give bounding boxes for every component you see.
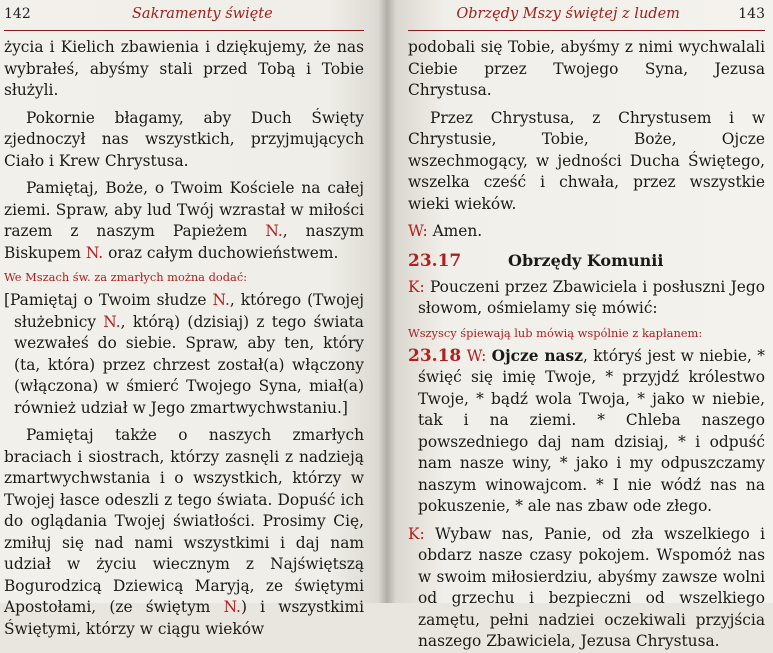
text-run: , naszym Biskupem [4,222,364,262]
right-page-number: 143 [738,6,765,22]
left-paragraph-3 [4,178,364,264]
our-father-paragraph [408,346,765,518]
text-run: Amen. [427,222,483,240]
name-placeholder: N. [223,598,241,616]
text-run: Pamiętaj, Boże, o Twoim Kościele na całej ziemi. Spraw, aby lud Twój wzrastał w miłości razem z naszym Papieżem [4,179,364,240]
right-paragraph-1: podobali się Tobie, abyśmy z nimi wychwalali Ciebie przez Twojego Syna, Jezusa Chrystusa. [408,38,765,99]
response-label: W: [466,346,487,365]
section-number: 23.17 [408,250,462,271]
right-running-title: Obrzędy Mszy świętej z ludem [456,6,680,22]
priest-label: K: [408,524,425,543]
left-paragraph-1: życia i Kielich zbawienia i dziękujemy, że nas wybrałeś, abyśmy stali przed Tobą i Tobie służyli. [4,38,364,99]
priest-invitation [408,277,765,320]
text-run: [Pamiętaj o Twoim słudze [4,291,213,309]
left-rubric: We Mszach św. za zmarłych można dodać: [4,270,248,284]
left-running-head [4,6,364,31]
left-paragraph-4 [4,290,364,419]
text-run: , którego (Twojej służebnicy [14,291,364,331]
right-running-head [408,6,765,31]
response-label: W: [408,222,428,240]
text-run: Pamiętaj także o naszych zmarłych braciach i siostrach, którzy zasnęli z nadzieją zmartwychwstania i o wszystkich, którzy w Twojej łasce odeszli z tego świata. Dopuść ich do oglądania Twojej światłości. Prosimy Cię, zmiłuj się nad nami wszystkimi i daj nam udział w życiu wiecznym z Najświętszą Bogurodzicą Dziewicą Maryją, ze świętymi Apostołami, (ze świętym [4,426,364,616]
text-run: Wybaw nas, Panie, od zła wszelkiego i obdarz nasze czasy pokojem. Wspomóż nas w swoim miłosierdziu, abyśmy zawsze wolni od grzechu i bezpieczni od wszelkiego zamętu, pełni nadziei oczekiwali przyjścia naszego Zbawiciela, Jezusa Chrystusa. [418,524,765,650]
left-running-title: Sakramenty święte [132,6,273,22]
section-heading [408,251,765,271]
priest-label: K: [408,277,425,296]
text-run: , któryś jest w niebie, * święć się imię Twoje, * przyjdź królestwo Twoje, * bądź wola Twoja, * jako w niebie, tak i na ziemi. * Chleba naszego powszedniego daj nam dzisiaj, * i odpuść nam nasze winy, * jako i my odpuszczamy naszym winowajcom. * I nie wódź nas na pokuszenie, * ale nas zbaw ode złego. [418,346,765,515]
text-run: ) i wszystkimi Świętymi, którzy w ciągu wieków [4,598,364,638]
amen-line [408,221,765,243]
book-gutter [378,0,396,603]
left-paragraph-5 [4,425,364,640]
right-page [386,0,773,650]
name-placeholder: N. [103,312,121,331]
text-run: Pouczeni przez Zbawiciela i posłuszni Jego słowom, ośmielamy się mówić: [418,277,765,317]
right-paragraph-2: Przez Chrystusa, z Chrystusem i w Chrystusie, Tobie, Boże, Ojcze wszechmogący, w jedności Ducha Świętego, wszelka cześć i chwała, przez wszystkie wieki wieków. [408,108,765,213]
right-rubric: Wszyscy śpiewają lub mówią wspólnie z kapłanem: [408,325,703,340]
section-title: Obrzędy Komunii [508,250,664,270]
embolism-paragraph [408,524,765,653]
paragraph-number: 23.18 [408,345,462,366]
text-run: oraz całym duchowieństwem. [103,243,339,262]
name-placeholder: N. [85,243,104,262]
left-page-number: 142 [4,6,31,22]
name-placeholder: N. [212,291,230,309]
name-placeholder: N. [265,222,283,240]
left-page [0,0,386,638]
left-paragraph-2: Pokornie błagamy, aby Duch Święty zjednoczył nas wszystkich, przyjmujących Ciało i Krew Chrystusa. [4,108,364,170]
text-run: , którą) (dzisiaj) z tego świata wezwałeś do siebie. Spraw, aby ten, który (ta, która) przez chrzest został(a) włączony (włączona) w śmierć Twojego Syna, miał(a) również udział w Jego zmartwychwstaniu.] [14,312,364,417]
prayer-title: Ojcze nasz [491,346,583,365]
